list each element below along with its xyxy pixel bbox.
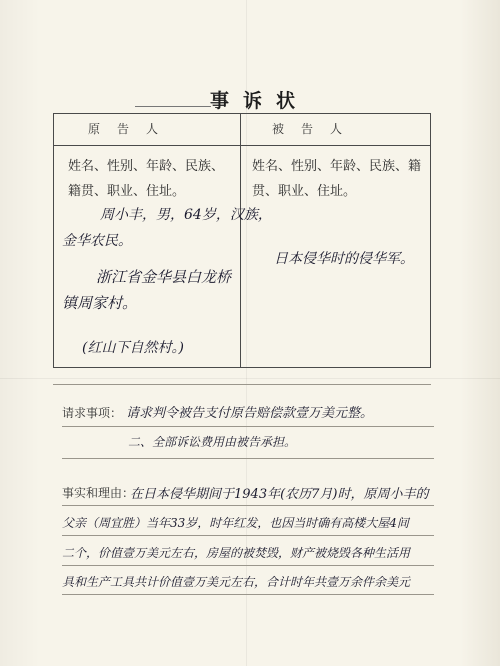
claims-label: 请求事项： (62, 406, 123, 420)
defendant-header: 被告人 (272, 122, 360, 136)
facts-rule-3 (62, 565, 434, 566)
claim-item-2: 二、全部诉讼费用由被告承担。 (128, 435, 297, 449)
facts-line-2: 父亲（周宜胜）当年33岁，时年红发，也因当时确有高楼大屋4间 (62, 516, 409, 530)
document-title: 事诉状 (210, 90, 310, 112)
table-header-divider (54, 145, 430, 146)
facts-rule-4 (62, 594, 434, 595)
fold-crease-horizontal (0, 378, 500, 379)
facts-label: 事实和理由： (62, 486, 135, 500)
plaintiff-handwritten-line-1: 周小丰，男，64岁，汉族， (100, 207, 272, 223)
facts-rule-1 (62, 505, 434, 506)
facts-line-4: 具和生产工具共计价值壹万美元左右，合计时年共壹万余件余美元 (62, 575, 411, 589)
plaintiff-handwritten-line-5: (红山下自然村。) (82, 340, 184, 356)
table-column-divider (240, 114, 241, 367)
claim-item-1: 请求判令被告支付原告赔偿款壹万美元整。 (126, 406, 374, 421)
plaintiff-header: 原告人 (88, 122, 176, 136)
defendant-handwritten-name: 日本侵华时的侵华军。 (274, 251, 414, 267)
plaintiff-handwritten-line-2: 金华农民。 (62, 233, 132, 249)
plaintiff-field-hint: 姓名、性别、年龄、民族、籍贯、职业、住址。 (68, 159, 225, 199)
plaintiff-handwritten-line-4: 镇周家村。 (62, 294, 138, 312)
claims-line-1 (62, 426, 434, 427)
facts-rule-2 (62, 535, 434, 536)
facts-line-3: 二个，价值壹万美元左右，房屋的被焚毁，财产被烧毁各种生活用 (62, 546, 411, 560)
claims-line-2 (62, 458, 434, 459)
section-rule (53, 384, 431, 385)
defendant-field-hint: 姓名、性别、年龄、民族、籍贯、职业、住址。 (252, 159, 422, 199)
plaintiff-handwritten-line-3: 浙江省金华县白龙桥 (96, 268, 232, 286)
facts-line-1: 在日本侵华期间于1943年(农历7月)时，原周小丰的 (130, 487, 429, 502)
title-blank-line (135, 106, 211, 107)
